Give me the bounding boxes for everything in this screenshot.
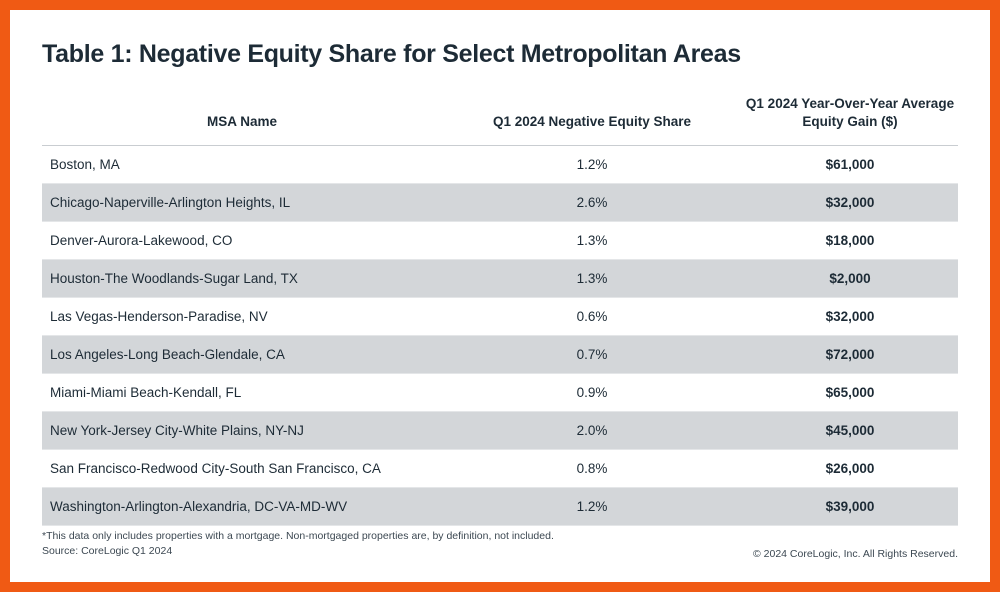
cell-negative-equity-share: 0.8% xyxy=(442,449,742,487)
cell-msa-name: San Francisco-Redwood City-South San Francisco, CA xyxy=(42,449,442,487)
negative-equity-table xyxy=(42,95,958,526)
footnote-block xyxy=(42,529,554,561)
cell-msa-name: Miami-Miami Beach-Kendall, FL xyxy=(42,373,442,411)
footnote-data-disclaimer: *This data only includes properties with a mortgage. Non-mortgaged properties are, by definition, not included. xyxy=(42,529,554,542)
cell-average-equity-gain: $61,000 xyxy=(742,145,958,183)
table-footer xyxy=(42,529,958,561)
table-row xyxy=(42,411,958,449)
table-row xyxy=(42,259,958,297)
column-header-negative-equity-share: Q1 2024 Negative Equity Share xyxy=(492,113,692,129)
cell-average-equity-gain: $2,000 xyxy=(742,259,958,297)
cell-average-equity-gain: $26,000 xyxy=(742,449,958,487)
table-row xyxy=(42,487,958,525)
cell-msa-name: Las Vegas-Henderson-Paradise, NV xyxy=(42,297,442,335)
cell-msa-name: Boston, MA xyxy=(42,145,442,183)
cell-msa-name: Denver-Aurora-Lakewood, CO xyxy=(42,221,442,259)
cell-negative-equity-share: 2.0% xyxy=(442,411,742,449)
cell-negative-equity-share: 1.3% xyxy=(442,259,742,297)
footnote-source: Source: CoreLogic Q1 2024 xyxy=(42,545,173,558)
page-title: Table 1: Negative Equity Share for Select Metropolitan Areas xyxy=(42,40,741,68)
cell-msa-name: Chicago-Naperville-Arlington Heights, IL xyxy=(42,183,442,221)
cell-negative-equity-share: 0.6% xyxy=(442,297,742,335)
cell-negative-equity-share: 0.9% xyxy=(442,373,742,411)
cell-negative-equity-share: 1.3% xyxy=(442,221,742,259)
table-row xyxy=(42,297,958,335)
cell-average-equity-gain: $32,000 xyxy=(742,183,958,221)
table-row xyxy=(42,145,958,183)
table-row xyxy=(42,449,958,487)
table-content xyxy=(42,28,958,526)
table-header xyxy=(42,95,958,145)
table-row xyxy=(42,335,958,373)
cell-msa-name: Houston-The Woodlands-Sugar Land, TX xyxy=(42,259,442,297)
column-header-average-equity-gain: Q1 2024 Year-Over-Year Average Equity Gain ($) xyxy=(745,96,955,129)
cell-msa-name: Los Angeles-Long Beach-Glendale, CA xyxy=(42,335,442,373)
table-row xyxy=(42,221,958,259)
cell-msa-name: Washington-Arlington-Alexandria, DC-VA-MD-WV xyxy=(42,487,442,525)
cell-negative-equity-share: 1.2% xyxy=(442,487,742,525)
cell-average-equity-gain: $72,000 xyxy=(742,335,958,373)
cell-average-equity-gain: $65,000 xyxy=(742,373,958,411)
table-body xyxy=(42,145,958,525)
table-header-row xyxy=(42,95,958,145)
table-card xyxy=(10,10,990,582)
table-row xyxy=(42,183,958,221)
cell-average-equity-gain: $18,000 xyxy=(742,221,958,259)
cell-negative-equity-share: 0.7% xyxy=(442,335,742,373)
cell-average-equity-gain: $39,000 xyxy=(742,487,958,525)
cell-negative-equity-share: 1.2% xyxy=(442,145,742,183)
cell-msa-name: New York-Jersey City-White Plains, NY-NJ xyxy=(42,411,442,449)
cell-negative-equity-share: 2.6% xyxy=(442,183,742,221)
copyright-notice: © 2024 CoreLogic, Inc. All Rights Reserved. xyxy=(752,548,958,560)
column-header-msa-name: MSA Name xyxy=(206,113,278,129)
cell-average-equity-gain: $32,000 xyxy=(742,297,958,335)
cell-average-equity-gain: $45,000 xyxy=(742,411,958,449)
table-row xyxy=(42,373,958,411)
